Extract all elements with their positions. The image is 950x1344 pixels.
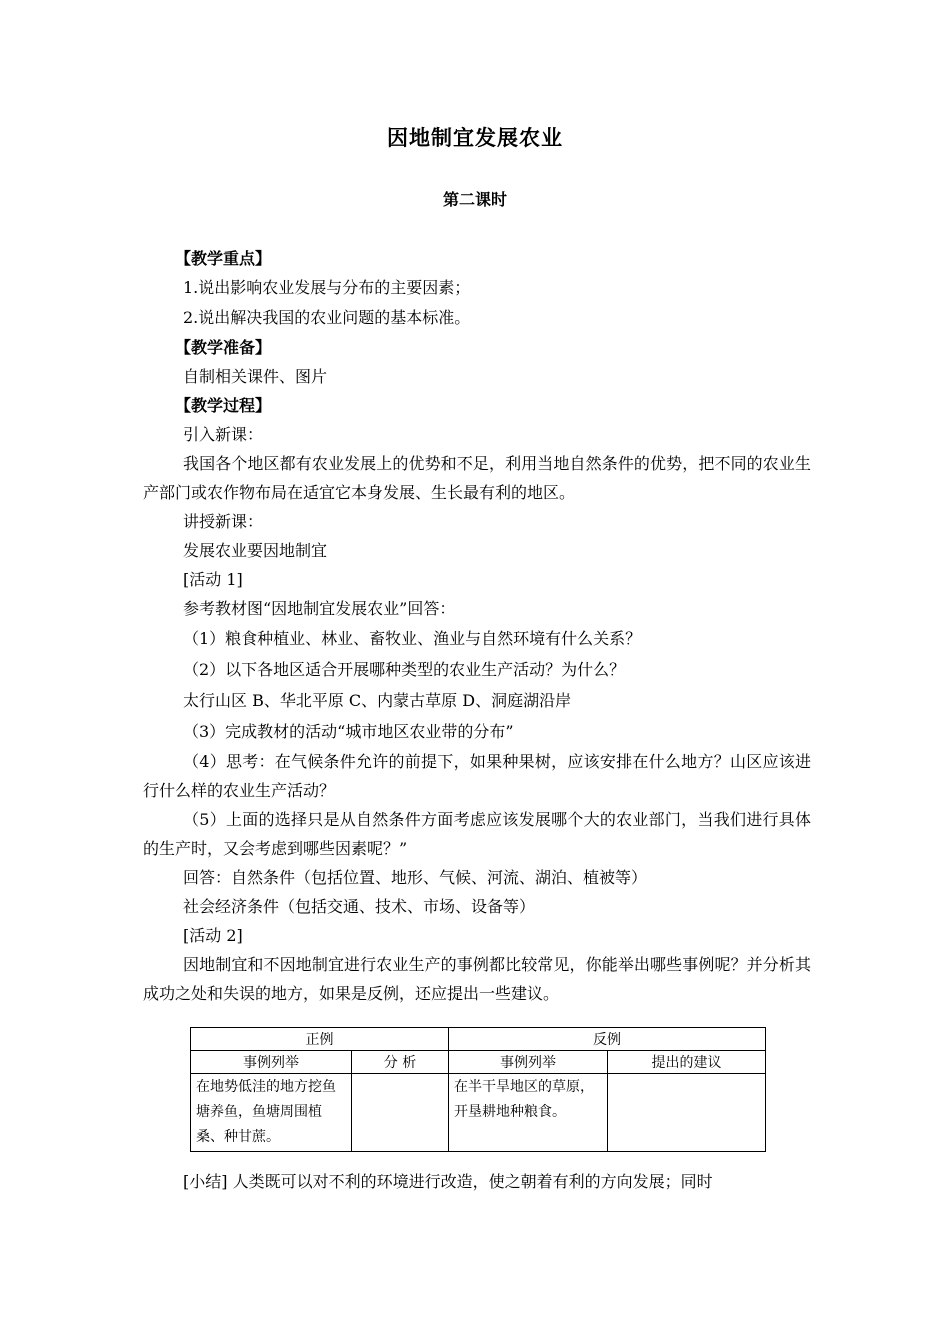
intro-label: 引入新课： bbox=[183, 425, 264, 444]
table-subheader-row bbox=[191, 1051, 766, 1074]
negative-suggestion-cell bbox=[608, 1074, 766, 1152]
process-heading: 【教学过程】 bbox=[175, 396, 272, 415]
answer-social: 社会经济条件（包括交通、技术、市场、设备等） bbox=[183, 897, 536, 916]
lecture-topic: 发展农业要因地制宜 bbox=[183, 541, 328, 560]
table-header-row bbox=[191, 1028, 766, 1051]
table-row bbox=[191, 1074, 766, 1152]
question-4: （4）思考：在气候条件允许的前提下，如果种果树，应该安排在什么地方？山区应该进行什么样的农业生产活动？ bbox=[143, 752, 811, 800]
activity1-prompt: 参考教材图“因地制宜发展农业”回答： bbox=[183, 599, 456, 618]
activity1-label: [活动 1] bbox=[183, 570, 243, 589]
answer-natural: 回答：自然条件（包括位置、地形、气候、河流、湖泊、植被等） bbox=[183, 868, 648, 887]
positive-header: 正例 bbox=[191, 1028, 449, 1051]
examples-table bbox=[190, 1027, 766, 1152]
col-positive-example: 事例列举 bbox=[191, 1051, 352, 1074]
summary-text: [小结] 人类既可以对不利的环境进行改造，使之朝着有利的方向发展；同时 bbox=[183, 1172, 713, 1191]
document-body bbox=[143, 244, 811, 1008]
activity2-label: [活动 2] bbox=[183, 926, 243, 945]
negative-header: 反例 bbox=[449, 1028, 766, 1051]
question-1: （1）粮食种植业、林业、畜牧业、渔业与自然环境有什么关系？ bbox=[183, 629, 642, 648]
negative-example-cell: 在半干旱地区的草原，开垦耕地种粮食。 bbox=[449, 1074, 608, 1152]
page-title: 因地制宜发展农业 bbox=[387, 125, 563, 150]
question-3: （3）完成教材的活动“城市地区农业带的分布” bbox=[183, 722, 514, 741]
key-points-heading: 【教学重点】 bbox=[175, 249, 272, 268]
page-subtitle: 第二课时 bbox=[442, 190, 507, 209]
intro-text: 我国各个地区都有农业发展上的优势和不足，利用当地自然条件的优势，把不同的农业生产部门或农作物布局在适宜它本身发展、生长最有利的地区。 bbox=[143, 454, 811, 502]
prep-text: 自制相关课件、图片 bbox=[183, 367, 328, 386]
positive-example-cell: 在地势低洼的地方挖鱼塘养鱼，鱼塘周围植桑、种甘蔗。 bbox=[191, 1074, 352, 1152]
key-point-2: 2.说出解决我国的农业问题的基本标准。 bbox=[183, 308, 471, 327]
positive-analysis-cell bbox=[352, 1074, 449, 1152]
question-5: （5）上面的选择只是从自然条件方面考虑应该发展哪个大的农业部门，当我们进行具体的生产时，又会考虑到哪些因素呢？” bbox=[143, 810, 811, 858]
col-negative-example: 事例列举 bbox=[449, 1051, 608, 1074]
col-positive-analysis: 分 析 bbox=[352, 1051, 449, 1074]
question-2-regions: 太行山区 B、华北平原 C、内蒙古草原 D、洞庭湖沿岸 bbox=[183, 691, 572, 710]
question-2: （2）以下各地区适合开展哪种类型的农业生产活动？为什么？ bbox=[183, 660, 626, 679]
activity2-prompt: 因地制宜和不因地制宜进行农业生产的事例都比较常见，你能举出哪些事例呢？并分析其成功之处和失误的地方，如果是反例，还应提出一些建议。 bbox=[143, 955, 811, 1003]
lecture-label: 讲授新课： bbox=[183, 512, 264, 531]
key-point-1: 1.说出影响农业发展与分布的主要因素； bbox=[183, 278, 471, 297]
col-negative-suggestion: 提出的建议 bbox=[608, 1051, 766, 1074]
prep-heading: 【教学准备】 bbox=[175, 338, 272, 357]
